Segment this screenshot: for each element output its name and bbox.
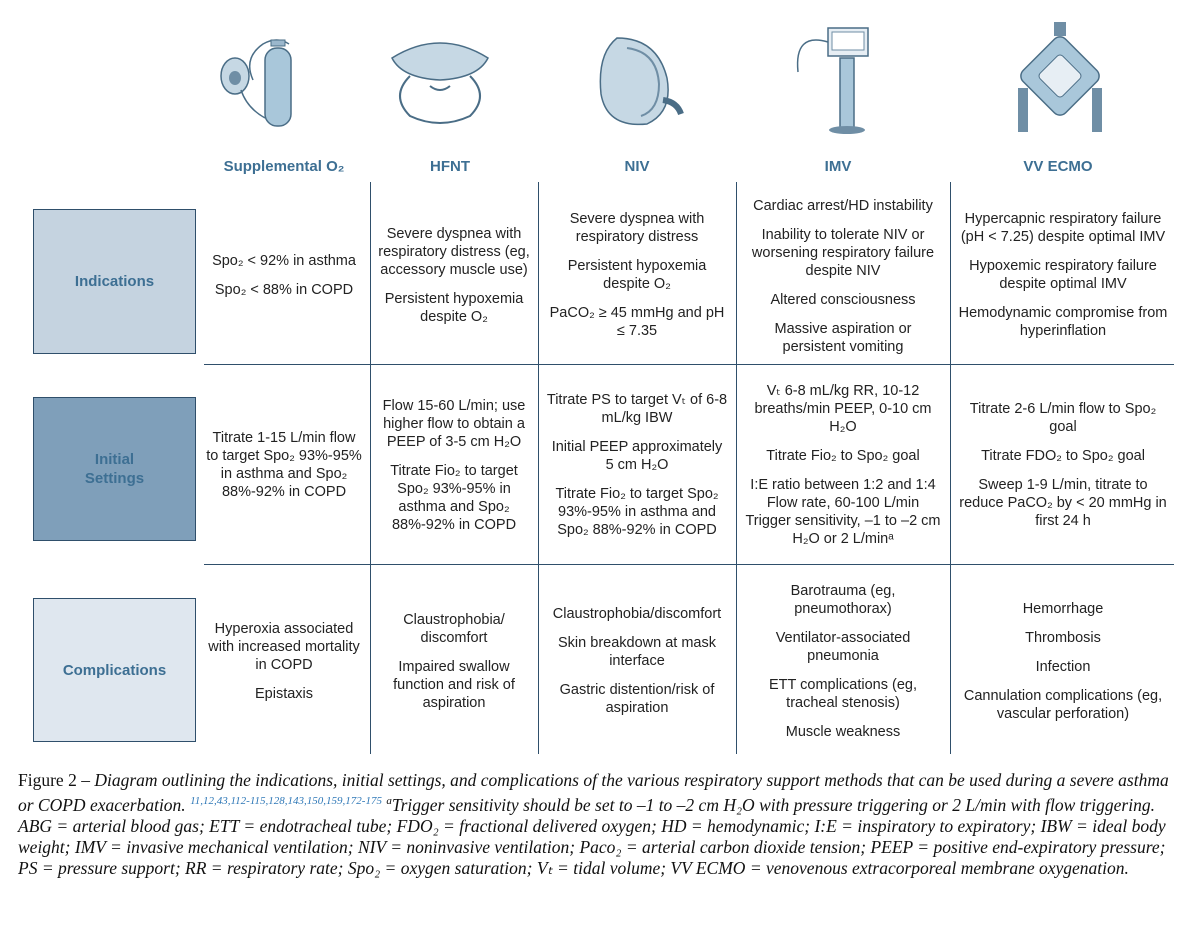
- cell-text: Sweep 1-9 L/min, titrate to reduce PaCO₂ by < 20 mmHg in first 24 h: [959, 477, 1167, 529]
- cell-text: Titrate Fio₂ to Spo₂ goal: [766, 448, 920, 464]
- ventilator-icon: [778, 18, 898, 138]
- column-divider: [736, 182, 737, 754]
- cell-settings-vv-ecmo: [952, 368, 1174, 562]
- cell-text: Flow 15-60 L/min; use higher flow to obtain a PEEP of 3-5 cm H₂O: [382, 397, 526, 450]
- cell-settings-imv: [738, 368, 948, 562]
- cell-settings-hfnt: [372, 368, 536, 562]
- row-label-complications: Complications: [33, 598, 196, 742]
- cell-text: Claustrophobia/ discomfort: [403, 611, 505, 646]
- cell-text: Spo₂ < 88% in COPD: [214, 281, 354, 298]
- column-title-hfnt: HFNT: [430, 158, 470, 175]
- cell-text: Impaired swallow function and risk of aspiration: [393, 658, 515, 711]
- cell-text: Hemodynamic compromise from hyperinflation: [958, 305, 1168, 339]
- cell-text: Titrate 1-15 L/min flow to target Spo₂ 93%-95% in asthma and Spo₂ 88%-92% in COPD: [206, 430, 362, 500]
- cell-complications-hfnt: [372, 568, 536, 754]
- cell-text: Claustrophobia/discomfort: [552, 606, 722, 622]
- row-divider: [204, 364, 1174, 365]
- cell-text: Hypoxemic respiratory failure despite optimal IMV: [969, 258, 1157, 292]
- row-label-indications: Indications: [33, 209, 196, 354]
- cell-text: Cardiac arrest/HD instability: [753, 197, 933, 214]
- cell-indications-imv: [738, 190, 948, 362]
- ecmo-machine-icon: [1000, 18, 1120, 138]
- cell-indications-niv: [540, 190, 734, 360]
- cell-complications-supplemental-o2: [200, 568, 368, 754]
- cell-text: Hypercapnic respiratory failure (pH < 7.25) despite optimal IMV: [960, 211, 1166, 245]
- cell-text: Severe dyspnea with respiratory distress (eg, accessory muscle use): [378, 225, 530, 278]
- figure-caption: [18, 770, 1188, 879]
- column-title-niv: NIV: [624, 158, 650, 175]
- cell-text: PaCO₂ ≥ 45 mmHg and pH ≤ 7.35: [549, 305, 725, 339]
- column-title-supplemental-o2: Supplemental O₂: [223, 158, 345, 175]
- cell-settings-supplemental-o2: [200, 368, 368, 562]
- caption-references: 11,12,43,112-115,128,143,150,159,172-175: [190, 795, 382, 807]
- cell-indications-supplemental-o2: [200, 190, 368, 360]
- cell-text: Cannulation complications (eg, vascular perforation): [963, 687, 1163, 722]
- footnote-mark: a: [386, 795, 392, 807]
- cell-text: ETT complications (eg, tracheal stenosis): [768, 676, 917, 711]
- caption-footnote: Trigger sensitivity should be set to –1 to –2 cm H₂O with pressure triggering or 2 L/min with flow triggering. ABG = arterial blood gas; ETT = endotracheal tube; FDO₂ = fractional delivered oxygen; HD = hemodynamic; I:E = inspiratory to expiratory; IBW = ideal body weight; IMV = invasive mechanical ventilation; NIV = noninvasive ventilation; Paco₂ = arterial carbon dioxide tension; PEEP = positive end-expiratory pressure; PS = pressure support; RR = respiratory rate; Spo₂ = oxygen saturation; Vₜ = tidal volume; VV ECMO = venovenous extracorporeal membrane oxygenation.: [18, 794, 1166, 878]
- cell-indications-hfnt: [372, 190, 536, 360]
- oxygen-tank-icon: [213, 18, 333, 138]
- cell-text: Infection: [1035, 658, 1091, 675]
- cell-text: Severe dyspnea with respiratory distress: [569, 211, 705, 245]
- cell-text: Massive aspiration or persistent vomiting: [774, 320, 912, 355]
- cell-complications-niv: [540, 568, 734, 754]
- row-divider: [204, 564, 1174, 565]
- cell-text: Hyperoxia associated with increased mortality in COPD: [208, 620, 360, 673]
- column-divider: [370, 182, 371, 754]
- column-divider: [950, 182, 951, 754]
- cell-text: Titrate Fio₂ to target Spo₂ 93%-95% in asthma and Spo₂ 88%-92% in COPD: [555, 486, 719, 538]
- cell-text: I:E ratio between 1:2 and 1:4 Flow rate, 60-100 L/min Trigger sensitivity, –1 to –2 cm H₂O or 2 L/minᵃ: [745, 477, 941, 547]
- cell-text: Gastric distention/risk of aspiration: [559, 682, 715, 716]
- cell-text: Vₜ 6-8 mL/kg RR, 10-12 breaths/min PEEP, 0-10 cm H₂O: [754, 383, 932, 435]
- figure-label: Figure 2 –: [18, 770, 95, 790]
- cell-text: Inability to tolerate NIV or worsening respiratory failure despite NIV: [751, 226, 935, 279]
- cell-text: Hemorrhage: [1022, 600, 1104, 617]
- cell-text: Titrate Fio₂ to target Spo₂ 93%-95% in asthma and Spo₂ 88%-92% in COPD: [390, 462, 518, 533]
- cell-complications-imv: [738, 568, 948, 754]
- cell-text: Initial PEEP approximately 5 cm H₂O: [551, 439, 723, 473]
- row-label-initial-settings: Initial Settings: [33, 397, 196, 541]
- cell-complications-vv-ecmo: [952, 568, 1174, 754]
- cell-text: Persistent hypoxemia despite O₂: [567, 258, 707, 292]
- cell-text: Ventilator-associated pneumonia: [775, 629, 911, 664]
- cell-text: Thrombosis: [1025, 629, 1101, 646]
- nasal-cannula-icon: [380, 18, 500, 138]
- cell-indications-vv-ecmo: [952, 190, 1174, 360]
- face-mask-icon: [577, 18, 697, 138]
- cell-text: Titrate 2-6 L/min flow to Spo₂ goal: [969, 401, 1157, 435]
- cell-text: Barotrauma (eg, pneumothorax): [790, 582, 896, 617]
- cell-text: Persistent hypoxemia despite O₂: [384, 290, 524, 325]
- cell-text: Titrate FDO₂ to Spo₂ goal: [981, 448, 1145, 464]
- column-title-imv: IMV: [824, 158, 852, 175]
- cell-text: Titrate PS to target Vₜ of 6-8 mL/kg IBW: [546, 392, 728, 426]
- column-divider: [538, 182, 539, 754]
- column-title-vv-ecmo: VV ECMO: [1023, 158, 1093, 175]
- cell-text: Skin breakdown at mask interface: [558, 635, 716, 669]
- cell-text: Epistaxis: [254, 685, 314, 702]
- cell-text: Muscle weakness: [785, 723, 901, 740]
- caption-text: Diagram outlining the indications, initial settings, and complications of the various respiratory support methods that can be used during a severe asthma or COPD exacerbation.: [18, 770, 1169, 815]
- cell-settings-niv: [540, 368, 734, 562]
- cell-text: Altered consciousness: [770, 291, 916, 308]
- cell-text: Spo₂ < 92% in asthma: [212, 252, 356, 269]
